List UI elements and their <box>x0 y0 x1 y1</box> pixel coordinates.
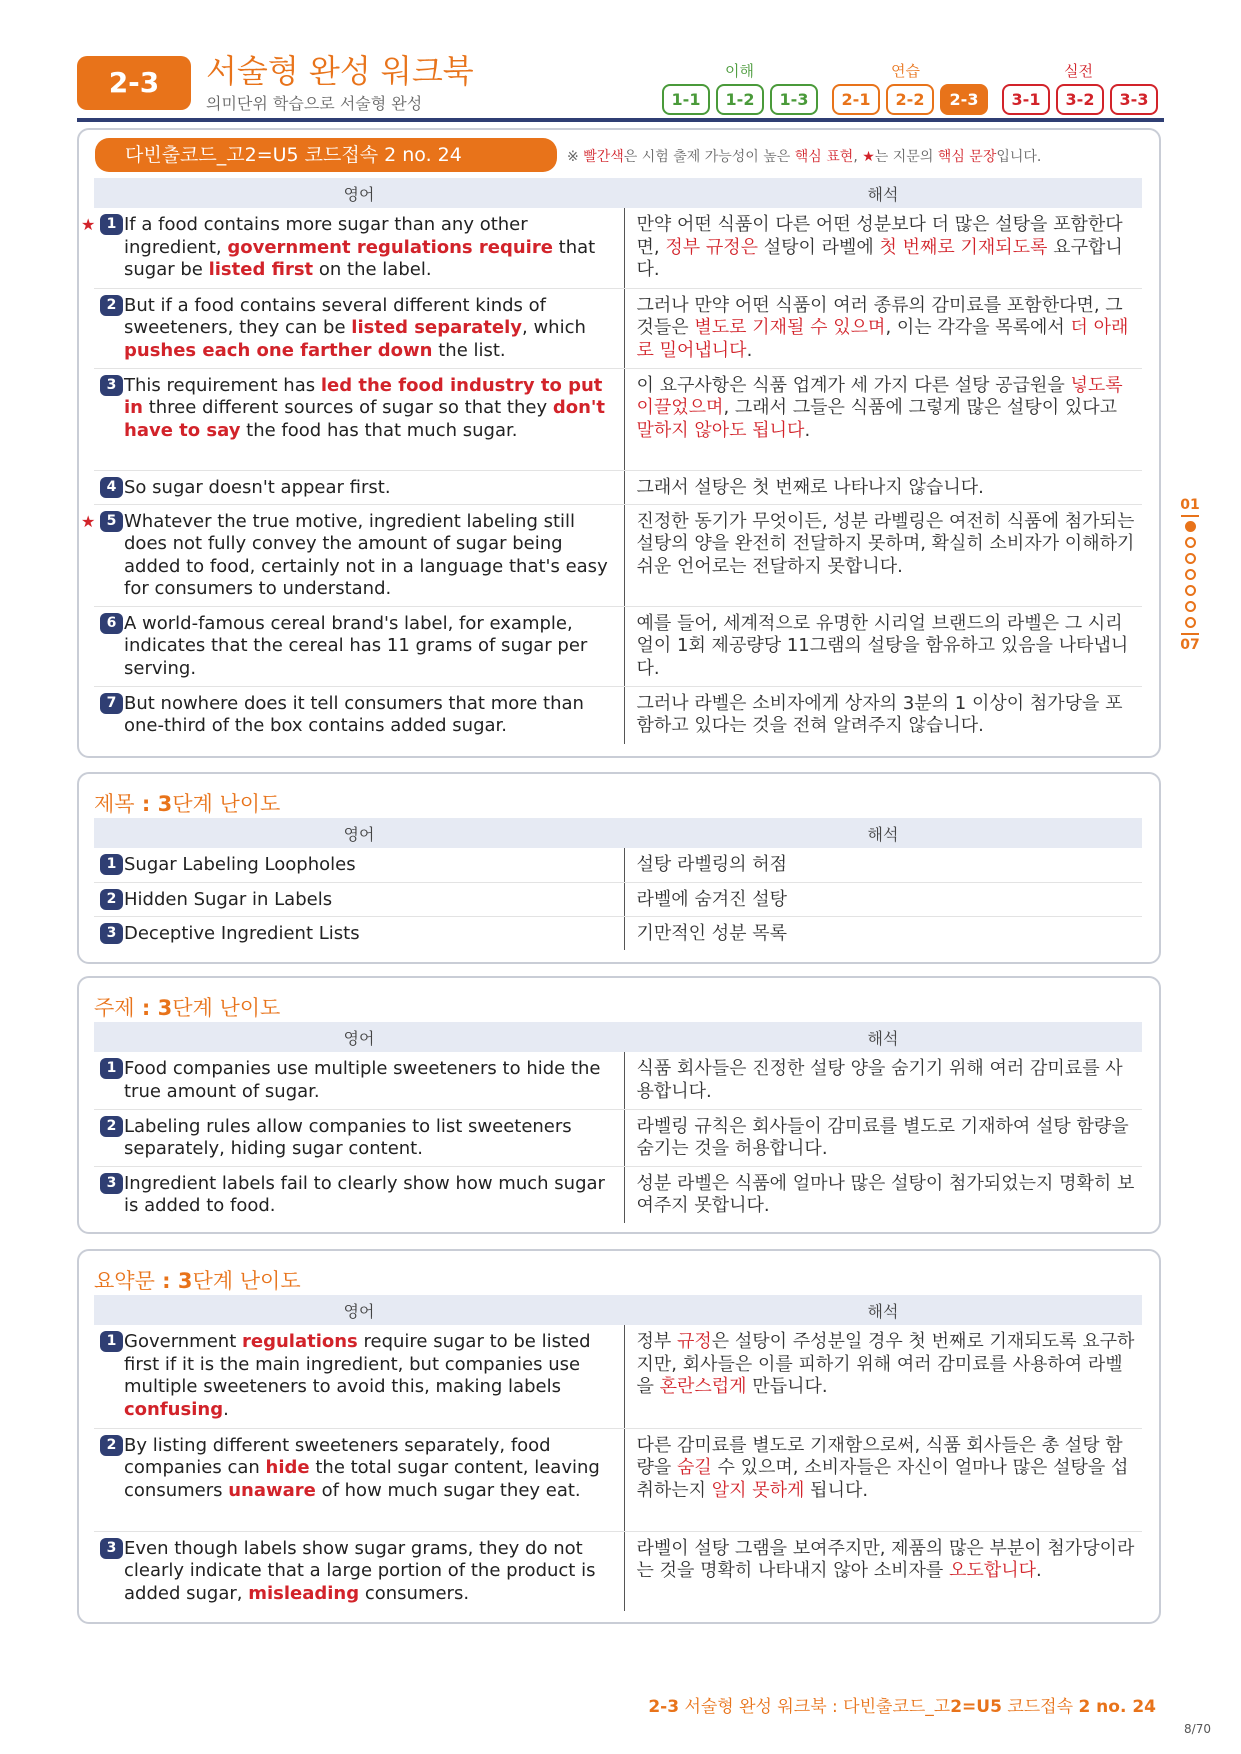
progress-divider <box>1181 633 1199 635</box>
sentence-english: If a food contains more sugar than any other ingredient, government regulations require that sugar be listed first on the label. <box>124 214 596 280</box>
option-number: 3 <box>100 1538 123 1559</box>
column-header-korean: 해석 <box>624 1022 1142 1052</box>
sentence-english: So sugar doesn't appear first. <box>124 476 391 498</box>
progress-dot-7[interactable] <box>1185 617 1196 628</box>
progress-dot-6[interactable] <box>1185 601 1196 612</box>
header-divider <box>77 118 1164 122</box>
summary-english: Even though labels show sugar grams, they do not clearly indicate that a large portion of the product is added sugar, misleading consumers. <box>124 1537 596 1604</box>
sentence-row <box>94 606 1142 686</box>
column-header-korean: 해석 <box>624 178 1142 208</box>
option-number: 2 <box>100 889 123 910</box>
sentence-english: But if a food contains several different kinds of sweeteners, they can be listed separately, which pushes each one farther down the list. <box>124 294 586 361</box>
sentence-korean: 그러나 라벨은 소비자에게 상자의 3분의 1 이상이 첨가당을 포함하고 있다는 것을 전혀 알려주지 않습니다. <box>636 692 1123 736</box>
passage-box <box>77 128 1161 758</box>
sentence-row <box>94 208 1142 288</box>
key-sentence-star-icon: ★ <box>81 511 96 531</box>
lesson-badge: 2-3 <box>77 56 191 110</box>
page-title: 서술형 완성 워크북 <box>206 52 474 90</box>
column-header-korean: 해석 <box>624 818 1142 848</box>
sentence-english: A world-famous cereal brand's label, for example, indicates that the cereal has 11 grams of sugar per serving. <box>124 612 588 679</box>
progress-dot-1[interactable] <box>1185 521 1196 532</box>
column-header-english: 영어 <box>94 1295 624 1325</box>
column-header-english: 영어 <box>94 818 624 848</box>
summary-korean: 정부 규정은 설탕이 주성분일 경우 첫 번째로 기재되도록 요구하지만, 회사들은 이를 피하기 위해 여러 감미료를 사용하여 라벨을 혼란스럽게 만듭니다. <box>624 1325 1142 1428</box>
sentence-number: 1 <box>100 214 123 235</box>
summary-english: By listing different sweeteners separately, food companies can hide the total sugar content, leaving consumers unaware of how much sugar they eat. <box>124 1434 600 1501</box>
sentence-row <box>94 470 1142 504</box>
option-number: 3 <box>100 923 123 944</box>
step-3-1[interactable]: 3-1 <box>1002 84 1050 115</box>
title-row <box>94 916 1142 950</box>
column-header-english: 영어 <box>94 1022 624 1052</box>
title-korean: 라벨에 숨겨진 설탕 <box>624 882 1142 916</box>
step-group-real: 실전 <box>1064 62 1093 80</box>
sentence-korean: 그래서 설탕은 첫 번째로 나타나지 않습니다. <box>624 470 1142 504</box>
summary-section-heading: 요약문 : 3단계 난이도 <box>94 1269 301 1293</box>
option-number: 1 <box>100 854 123 875</box>
sentence-number: 7 <box>100 693 123 714</box>
step-3-2[interactable]: 3-2 <box>1056 84 1104 115</box>
step-2-2[interactable]: 2-2 <box>886 84 934 115</box>
theme-korean: 라벨링 규칙은 회사들이 감미료를 별도로 기재하여 설탕 함량을 숨기는 것을 허용합니다. <box>624 1109 1142 1166</box>
progress-dot-2[interactable] <box>1185 537 1196 548</box>
summary-korean: 다른 감미료를 별도로 기재함으로써, 식품 회사들은 총 설탕 함량을 숨길 수 있으며, 소비자들은 자신이 얼마나 많은 설탕을 섭취하는지 알지 못하게 됩니다. <box>624 1428 1142 1531</box>
theme-korean: 식품 회사들은 진정한 설탕 양을 숨기기 위해 여러 감미료를 사용합니다. <box>624 1052 1142 1109</box>
legend-note: ※ 빨간색은 시험 출제 가능성이 높은 핵심 표현, ★는 지문의 핵심 문장입니다. <box>567 149 1042 165</box>
key-sentence-star-icon: ★ <box>81 215 96 234</box>
sentence-korean: 진정한 동기가 무엇이든, 성분 라벨링은 여전히 식품에 첨가되는 설탕의 양을 완전히 전달하지 못하며, 확실히 소비자가 이해하기 쉬운 언어로는 전달하지 못합니다. <box>624 504 1142 606</box>
sentence-korean: 이 요구사항은 식품 업계가 세 가지 다른 설탕 공급원을 넣도록 이끌었으며, 그래서 그들은 식품에 그렇게 많은 설탕이 있다고 말하지 않아도 됩니다. <box>624 368 1142 470</box>
theme-section-box <box>77 976 1161 1234</box>
sentence-korean: 예를 들어, 세계적으로 유명한 시리얼 브랜드의 라벨은 그 시리얼이 1회 제공량당 11그램의 설탕을 함유하고 있음을 나타냅니다. <box>624 606 1142 686</box>
theme-english: Labeling rules allow companies to list sweeteners separately, hiding sugar content. <box>124 1115 572 1159</box>
progress-dot-4[interactable] <box>1185 569 1196 580</box>
sentence-progress-nav <box>1173 497 1207 653</box>
sentence-number: 3 <box>100 375 123 396</box>
column-header-korean: 해석 <box>624 1295 1142 1325</box>
step-1-2[interactable]: 1-2 <box>716 84 764 115</box>
summary-english: Government regulations require sugar to be listed first if it is the main ingredient, but companies use multiple sweeteners to avoid this, making labels confusing. <box>124 1331 591 1420</box>
step-group-understand: 이해 <box>725 62 754 80</box>
option-number: 2 <box>100 1435 123 1456</box>
step-2-3[interactable]: 2-3 <box>940 84 988 115</box>
theme-row <box>94 1109 1142 1166</box>
progress-dot-5[interactable] <box>1185 585 1196 596</box>
passage-code-label: 다빈출코드_고2=U5 코드접속 2 no. 24 <box>95 138 557 172</box>
sentence-number: 4 <box>100 477 123 498</box>
summary-row <box>94 1428 1142 1531</box>
progress-divider <box>1181 515 1199 517</box>
column-header-english: 영어 <box>94 178 624 208</box>
sentence-english: Whatever the true motive, ingredient labeling still does not fully convey the amount of sugar being added to food, certainly not in a language that's easy for consumers to understand. <box>124 510 608 599</box>
sentence-number: 2 <box>100 295 123 316</box>
theme-english: Food companies use multiple sweeteners to hide the true amount of sugar. <box>124 1058 601 1102</box>
sentence-row <box>94 504 1142 606</box>
title-korean: 설탕 라벨링의 허점 <box>624 848 1142 882</box>
progress-end-label: 07 <box>1180 637 1200 653</box>
theme-section-heading: 주제 : 3단계 난이도 <box>94 996 281 1020</box>
sentence-english: But nowhere does it tell consumers that more than one-third of the box contains added sugar. <box>124 692 584 736</box>
summary-row <box>94 1531 1142 1611</box>
step-3-3[interactable]: 3-3 <box>1110 84 1158 115</box>
summary-korean: 라벨이 설탕 그램을 보여주지만, 제품의 많은 부분이 첨가당이라는 것을 명확히 나타내지 않아 소비자를 오도합니다. <box>636 1537 1135 1581</box>
sentence-row <box>94 686 1142 744</box>
option-number: 1 <box>100 1331 123 1352</box>
step-group-practice: 연습 <box>891 62 920 80</box>
title-english: Hidden Sugar in Labels <box>124 888 333 910</box>
title-table <box>94 818 1142 950</box>
progress-dot-3[interactable] <box>1185 553 1196 564</box>
title-english: Sugar Labeling Loopholes <box>124 854 356 875</box>
step-1-1[interactable]: 1-1 <box>662 84 710 115</box>
passage-table <box>81 178 1142 744</box>
theme-row <box>94 1052 1142 1109</box>
title-section-heading: 제목 : 3단계 난이도 <box>94 792 281 816</box>
footer-title: 2-3 서술형 완성 워크북 : 다빈출코드_고2=U5 코드접속 2 no. 24 <box>648 1697 1156 1717</box>
summary-table <box>94 1295 1142 1611</box>
theme-korean: 성분 라벨은 식품에 얼마나 많은 설탕이 첨가되었는지 명확히 보여주지 못합니다. <box>636 1172 1135 1216</box>
page-number: 8/70 <box>1184 1722 1211 1736</box>
sentence-number: 6 <box>100 613 123 634</box>
option-number: 3 <box>100 1173 123 1194</box>
title-korean: 기만적인 성분 목록 <box>636 922 788 944</box>
theme-english: Ingredient labels fail to clearly show how much sugar is added to food. <box>124 1172 605 1216</box>
page-subtitle: 의미단위 학습으로 서술형 완성 <box>206 94 423 113</box>
sentence-row <box>94 368 1142 470</box>
title-row <box>94 848 1142 882</box>
sentence-row <box>94 288 1142 368</box>
summary-row <box>94 1325 1142 1428</box>
step-2-1[interactable]: 2-1 <box>832 84 880 115</box>
progress-start-label: 01 <box>1180 497 1200 513</box>
option-number: 1 <box>100 1058 123 1079</box>
option-number: 2 <box>100 1116 123 1137</box>
sentence-korean: 만약 어떤 식품이 다른 어떤 성분보다 더 많은 설탕을 포함한다면, 정부 규정은 설탕이 라벨에 첫 번째로 기재되도록 요구합니다. <box>624 208 1142 288</box>
theme-row <box>94 1166 1142 1223</box>
title-english: Deceptive Ingredient Lists <box>124 922 360 944</box>
sentence-number: 5 <box>100 511 123 532</box>
theme-table <box>94 1022 1142 1223</box>
sentence-korean: 그러나 만약 어떤 식품이 여러 종류의 감미료를 포함한다면, 그것들은 별도로 기재될 수 있으며, 이는 각각을 목록에서 더 아래로 밀어냅니다. <box>624 288 1142 368</box>
title-row <box>94 882 1142 916</box>
title-section-box <box>77 772 1161 964</box>
sentence-english: This requirement has led the food industry to put in three different sources of sugar so that they don't have to say the food has that much sugar. <box>124 374 606 441</box>
step-1-3[interactable]: 1-3 <box>770 84 818 115</box>
summary-section-box <box>77 1249 1161 1624</box>
